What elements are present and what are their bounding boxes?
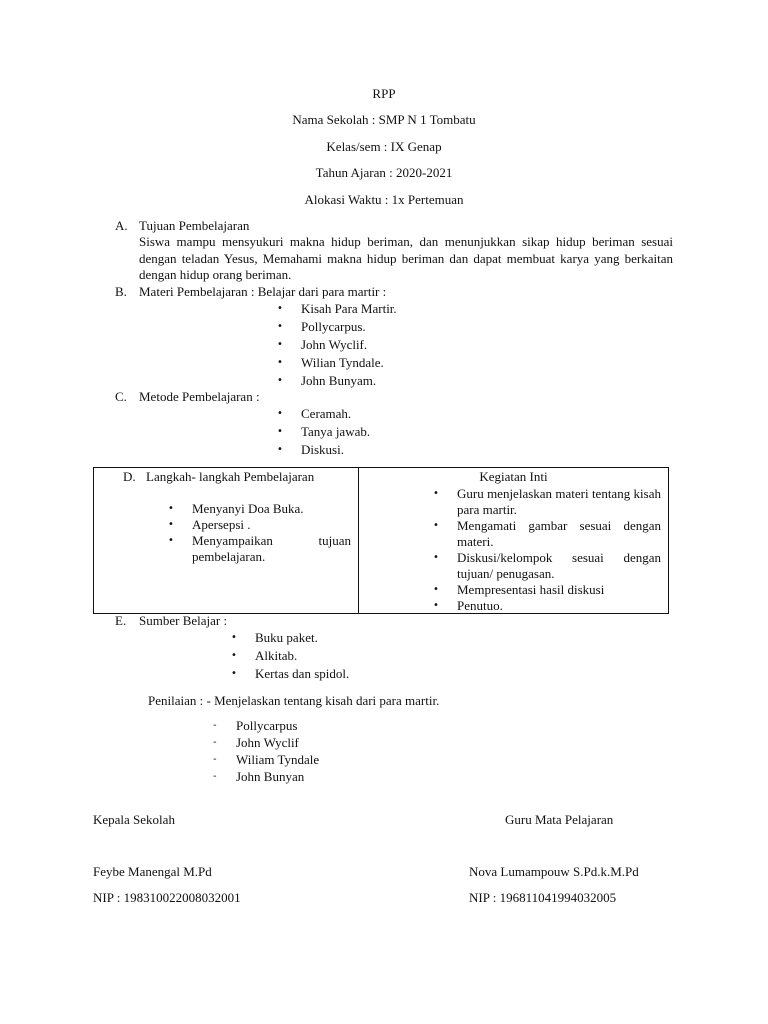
list-item: - John Wyclif	[236, 735, 299, 751]
teacher-role: Guru Mata Pelajaran	[505, 812, 614, 827]
document-title: RPP	[372, 86, 396, 101]
list-item: - Wiliam Tyndale	[236, 752, 319, 768]
principal-role: Kepala Sekolah	[93, 812, 175, 827]
list-item: • Pollycarpus.	[301, 319, 366, 335]
time-allocation: Alokasi Waktu : 1x Pertemuan	[304, 192, 464, 207]
list-item: • Diskusi.	[301, 442, 344, 458]
list-item: • Menyanyi Doa Buka.	[192, 501, 351, 517]
list-item: • Menyampaikan tujuan pembelajaran.	[192, 533, 351, 565]
list-item: • Kisah Para Martir.	[301, 301, 397, 317]
assessment-label: Penilaian : - Menjelaskan tentang kisah dari para martir.	[148, 693, 440, 708]
section-b-title: Materi Pembelajaran : Belajar dari para martir :	[139, 284, 387, 299]
list-item: • Penutuo.	[457, 598, 661, 614]
section-a-letter: A.	[115, 218, 128, 233]
list-item: - John Bunyan	[236, 769, 304, 785]
academic-year: Tahun Ajaran : 2020-2021	[315, 165, 453, 180]
list-item: • John Bunyam.	[301, 373, 376, 389]
section-e-letter: E.	[115, 613, 127, 628]
class-semester: Kelas/sem : IX Genap	[326, 139, 442, 154]
list-item: • Mempresentasi hasil diskusi	[457, 582, 661, 598]
teacher-nip: NIP : 196811041994032005	[469, 890, 617, 905]
list-item: • Kertas dan spidol.	[255, 666, 349, 682]
section-d-title: Langkah- langkah Pembelajaran	[146, 469, 315, 484]
opening-activities-list	[192, 501, 351, 565]
list-item: • Wilian Tyndale.	[301, 355, 384, 371]
section-a-body: Siswa mampu mensyukuri makna hidup beriman, dan menunjukkan sikap hidup beriman sesuai dengan teladan Yesus, Memahami makna hidup beriman dan dapat membuat karya yang berkaitan dengan hidup orang beriman.	[139, 234, 673, 282]
list-item: • Mengamati gambar sesuai dengan materi.	[457, 518, 661, 550]
list-item: • Guru menjelaskan materi tentang kisah para martir.	[457, 486, 661, 518]
principal-name: Feybe Manengal M.Pd	[93, 864, 212, 879]
list-item: • Alkitab.	[255, 648, 297, 664]
list-item: • Buku paket.	[255, 630, 318, 646]
list-item: - Pollycarpus	[236, 718, 297, 734]
list-item: • Tanya jawab.	[301, 424, 370, 440]
section-d-letter: D.	[123, 469, 136, 484]
core-activities-list	[457, 486, 661, 614]
list-item: • Diskusi/kelompok sesuai dengan tujuan/ penugasan.	[457, 550, 661, 582]
section-b-letter: B.	[115, 284, 127, 299]
list-item: • Apersepsi .	[192, 517, 351, 533]
section-c-title: Metode Pembelajaran :	[139, 389, 260, 404]
section-a-title: Tujuan Pembelajaran	[139, 218, 250, 233]
school-name: Nama Sekolah : SMP N 1 Tombatu	[292, 112, 476, 127]
section-e-title: Sumber Belajar :	[139, 613, 228, 628]
section-c-letter: C.	[115, 389, 127, 404]
principal-nip: NIP : 198310022008032001	[93, 890, 241, 905]
teacher-name: Nova Lumampouw S.Pd.k.M.Pd	[469, 864, 639, 879]
list-item: • John Wyclif.	[301, 337, 367, 353]
list-item: • Ceramah.	[301, 406, 351, 422]
core-activities-title: Kegiatan Inti	[479, 469, 548, 484]
